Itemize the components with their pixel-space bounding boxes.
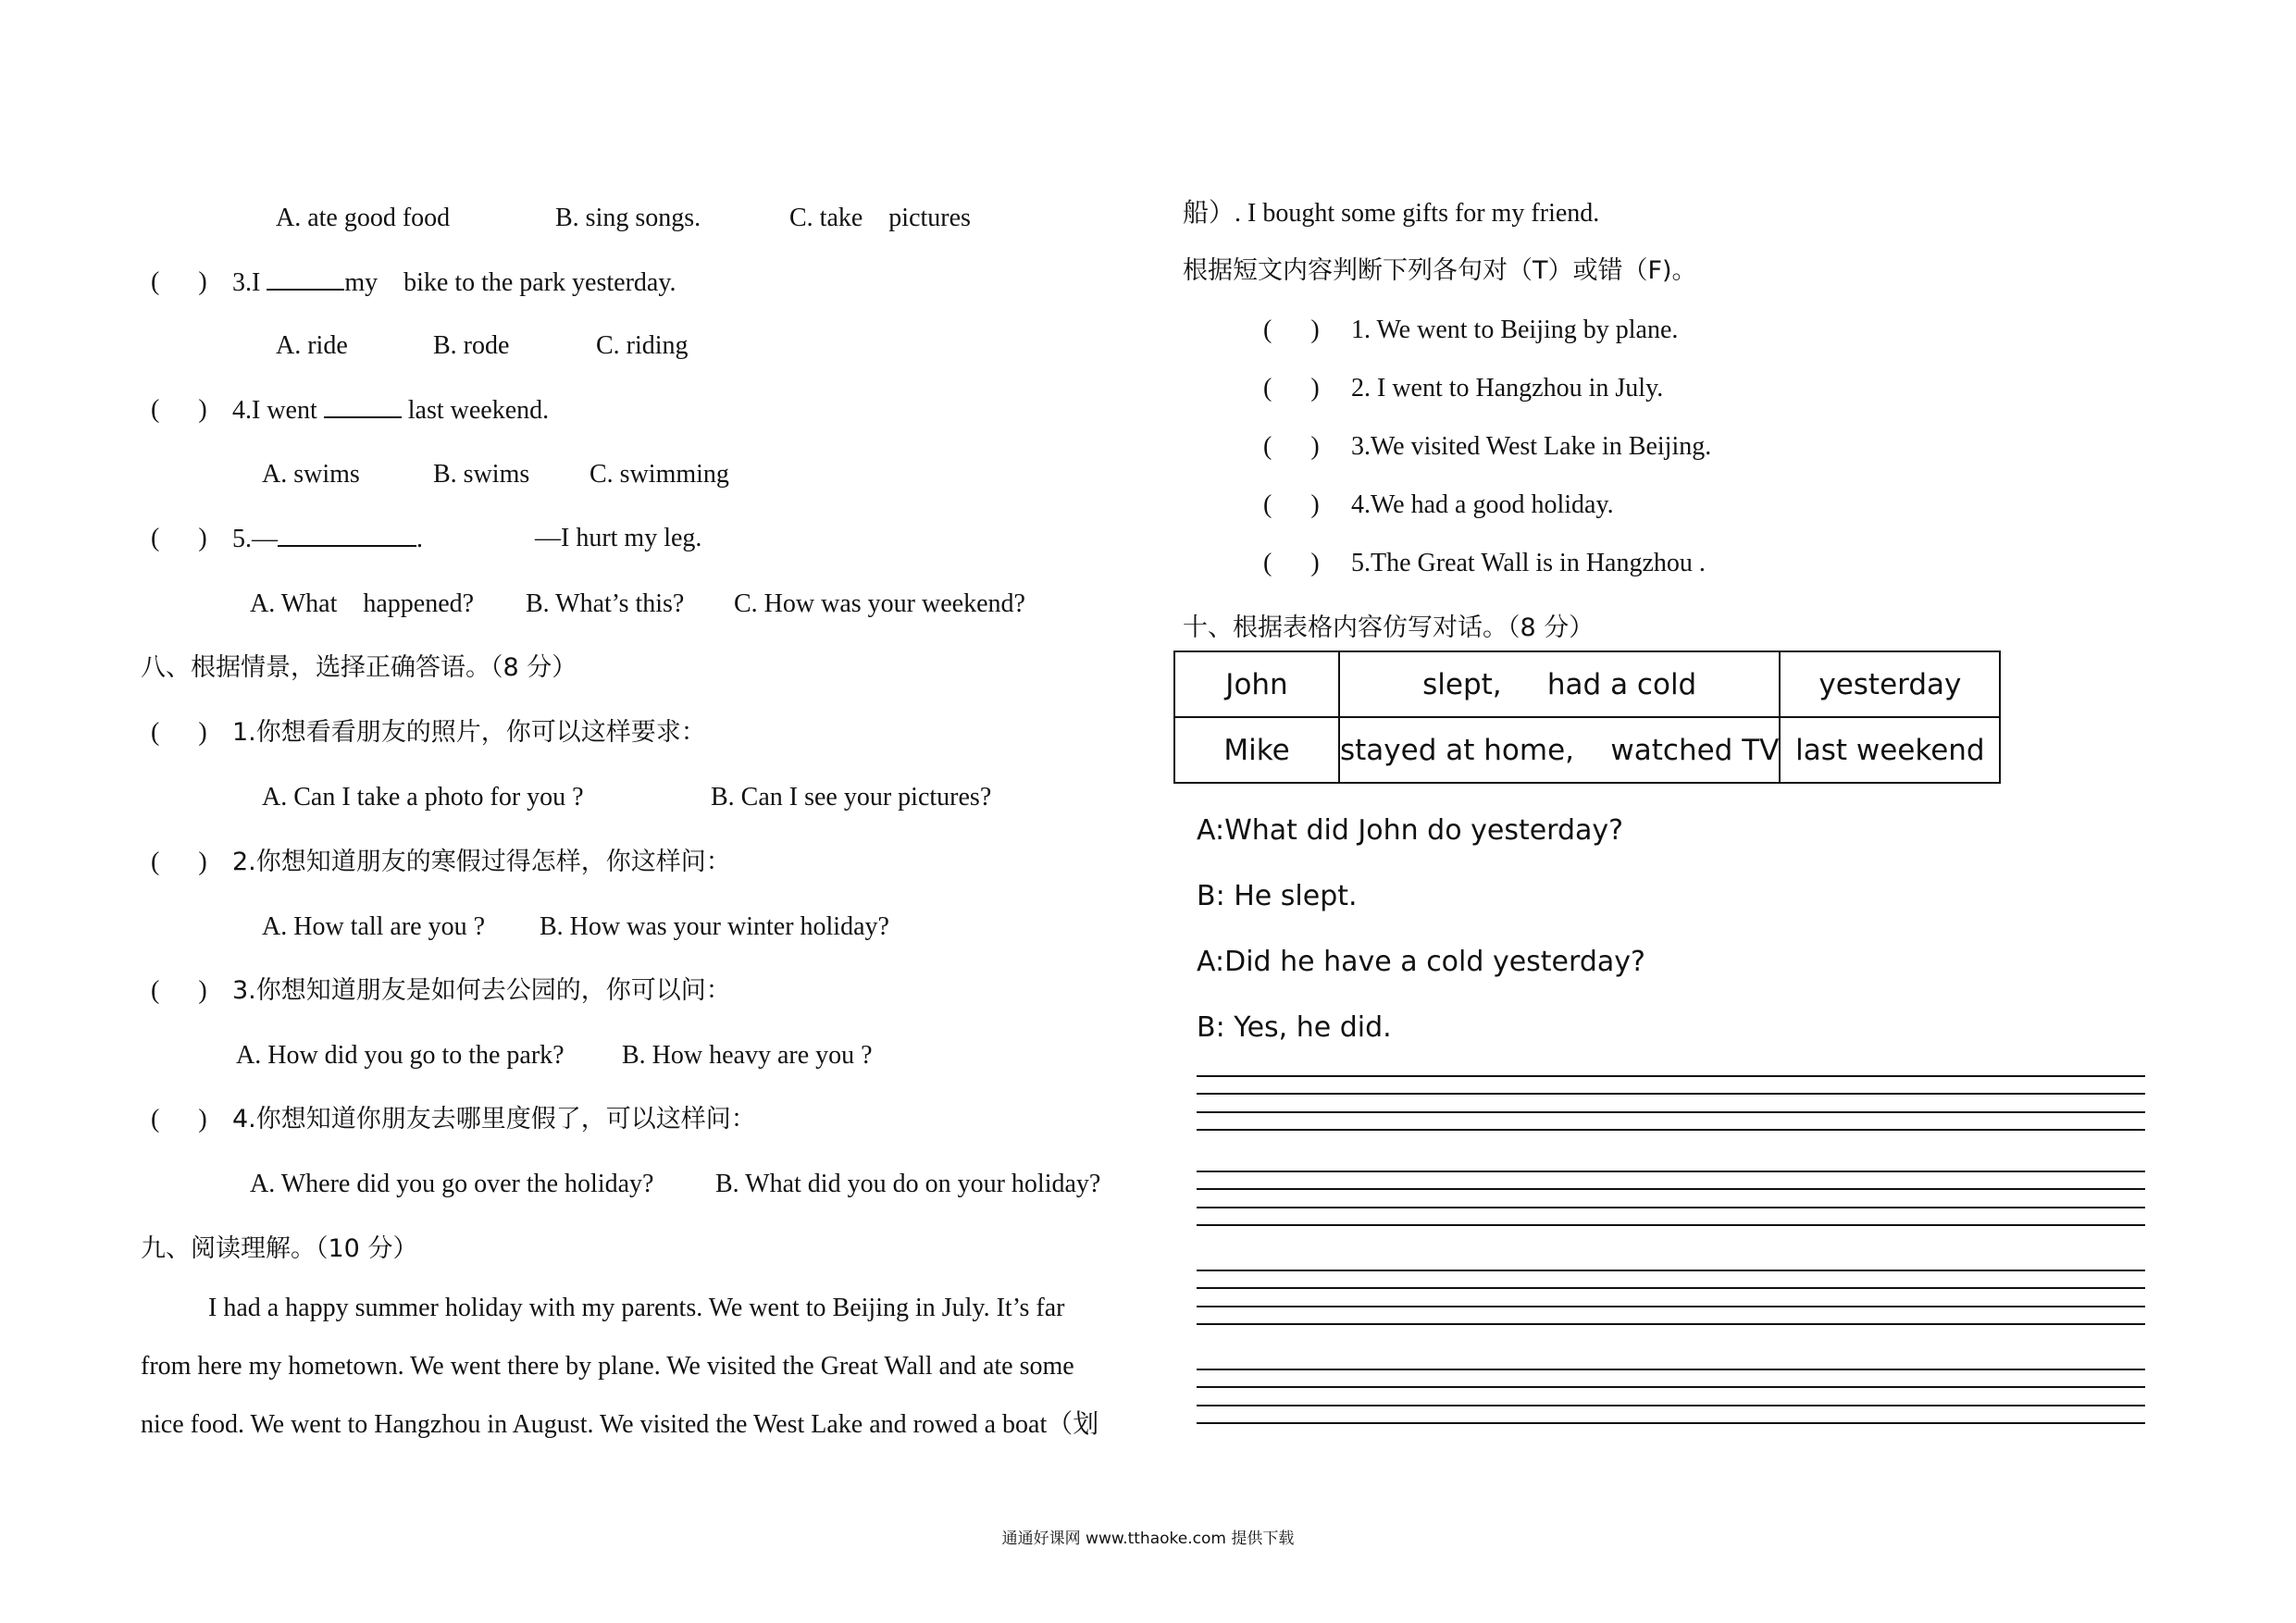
writing-line — [1197, 1287, 2145, 1289]
answer-paren: ( ) — [1263, 316, 1320, 344]
option-a: A. Can I take a photo for you ? — [262, 783, 584, 812]
passage-line: nice food. We went to Hangzhou in August. We visited the West Lake and rowed a boat（划 — [141, 1410, 1099, 1439]
option-b: B. sing songs. — [555, 204, 701, 232]
option-a: A. How tall are you ? — [262, 912, 486, 941]
tf-statement: 3.We visited West Lake in Beijing. — [1351, 432, 1712, 461]
reply-text: —I hurt my leg. — [535, 524, 702, 552]
option-b: B. How was your winter holiday? — [540, 912, 889, 941]
dialog-line: A:Did he have a cold yesterday? — [1197, 946, 1645, 978]
option-a: A. What happened? — [250, 589, 475, 618]
option-c: C. swimming — [590, 460, 729, 489]
writing-line — [1197, 1224, 2145, 1226]
passage-line: from here my hometown. We went there by plane. We visited the Great Wall and ate some — [141, 1352, 1074, 1381]
writing-line — [1197, 1270, 2145, 1271]
answer-paren: ( ) — [151, 395, 207, 424]
table-cell: Mike — [1174, 717, 1339, 783]
question-text: 5.— . — [232, 525, 423, 553]
tf-statement: 2. I went to Hangzhou in July. — [1351, 374, 1664, 403]
answer-paren: ( ) — [1263, 490, 1320, 519]
question-text: 3.你想知道朋友是如何去公园的，你可以问： — [232, 976, 731, 1005]
answer-paren: ( ) — [1263, 374, 1320, 403]
answer-paren: ( ) — [151, 976, 207, 1005]
writing-line — [1197, 1207, 2145, 1208]
answer-paren: ( ) — [151, 267, 207, 296]
option-c: C. take pictures — [789, 204, 971, 232]
tf-statement: 5.The Great Wall is in Hangzhou . — [1351, 549, 1706, 577]
fill-blank[interactable] — [324, 394, 402, 418]
answer-paren: ( ) — [151, 848, 207, 876]
table-cell: last weekend — [1780, 717, 2000, 783]
passage-line: I had a happy summer holiday with my parents. We went to Beijing in July. It’s far — [208, 1294, 1065, 1322]
question-text: 1.你想看看朋友的照片，你可以这样要求： — [232, 718, 706, 747]
writing-line — [1197, 1188, 2145, 1190]
answer-paren: ( ) — [151, 1105, 207, 1134]
dialog-line: B: He slept. — [1197, 880, 1358, 912]
question-text: 3.I my bike to the park yesterday. — [232, 268, 676, 297]
writing-line — [1197, 1171, 2145, 1172]
option-b: B. What did you do on your holiday? — [715, 1170, 1101, 1198]
writing-line — [1197, 1075, 2145, 1077]
table-cell: yesterday — [1780, 651, 2000, 717]
option-a: A. ride — [276, 331, 348, 360]
option-a: A. How did you go to the park? — [236, 1041, 565, 1070]
writing-line — [1197, 1129, 2145, 1131]
option-b: B. swims — [433, 460, 530, 489]
option-b: B. Can I see your pictures? — [711, 783, 992, 812]
dialog-line: A:What did John do yesterday? — [1197, 814, 1624, 847]
tf-instruction: 根据短文内容判断下列各句对（T）或错（F)。 — [1183, 256, 1697, 285]
writing-line — [1197, 1093, 2145, 1095]
answer-paren: ( ) — [151, 524, 207, 552]
option-b: B. What’s this? — [526, 589, 685, 618]
table-row — [1174, 717, 2000, 783]
question-text: 4.I went last weekend. — [232, 396, 550, 425]
info-table — [1173, 650, 2001, 784]
option-c: C. How was your weekend? — [734, 589, 1025, 618]
tf-statement: 1. We went to Beijing by plane. — [1351, 316, 1679, 344]
table-cell: stayed at home, watched TV — [1339, 717, 1780, 783]
section-10-title: 十、根据表格内容仿写对话。（8 分） — [1183, 613, 1595, 642]
option-b: B. rode — [433, 331, 510, 360]
dialog-line: B: Yes, he did. — [1197, 1011, 1392, 1044]
writing-line — [1197, 1369, 2145, 1370]
option-a: A. Where did you go over the holiday? — [250, 1170, 654, 1198]
tf-statement: 4.We had a good holiday. — [1351, 490, 1614, 519]
page-footer: 通通好课网 www.tthaoke.com 提供下载 — [1001, 1530, 1295, 1548]
option-a: A. swims — [262, 460, 360, 489]
option-a: A. ate good food — [276, 204, 451, 232]
table-cell: John — [1174, 651, 1339, 717]
table-cell: slept, had a cold — [1339, 651, 1780, 717]
writing-line — [1197, 1386, 2145, 1388]
writing-line — [1197, 1405, 2145, 1406]
section-title: 八、根据情景，选择正确答语。（8 分） — [141, 653, 577, 682]
option-b: B. How heavy are you ? — [622, 1041, 873, 1070]
answer-paren: ( ) — [1263, 432, 1320, 461]
passage-line: 船）. I bought some gifts for my friend. — [1183, 199, 1600, 228]
option-c: C. riding — [596, 331, 689, 360]
table-row — [1174, 651, 2000, 717]
writing-line — [1197, 1306, 2145, 1307]
answer-paren: ( ) — [151, 718, 207, 747]
answer-paren: ( ) — [1263, 549, 1320, 577]
writing-line — [1197, 1323, 2145, 1325]
question-text: 2.你想知道朋友的寒假过得怎样，你这样问： — [232, 848, 731, 876]
question-text: 4.你想知道你朋友去哪里度假了，可以这样问： — [232, 1105, 756, 1134]
writing-line — [1197, 1422, 2145, 1424]
fill-blank[interactable] — [278, 523, 416, 547]
writing-line — [1197, 1111, 2145, 1113]
section-title: 九、阅读理解。（10 分） — [141, 1234, 418, 1263]
fill-blank[interactable] — [267, 266, 344, 291]
